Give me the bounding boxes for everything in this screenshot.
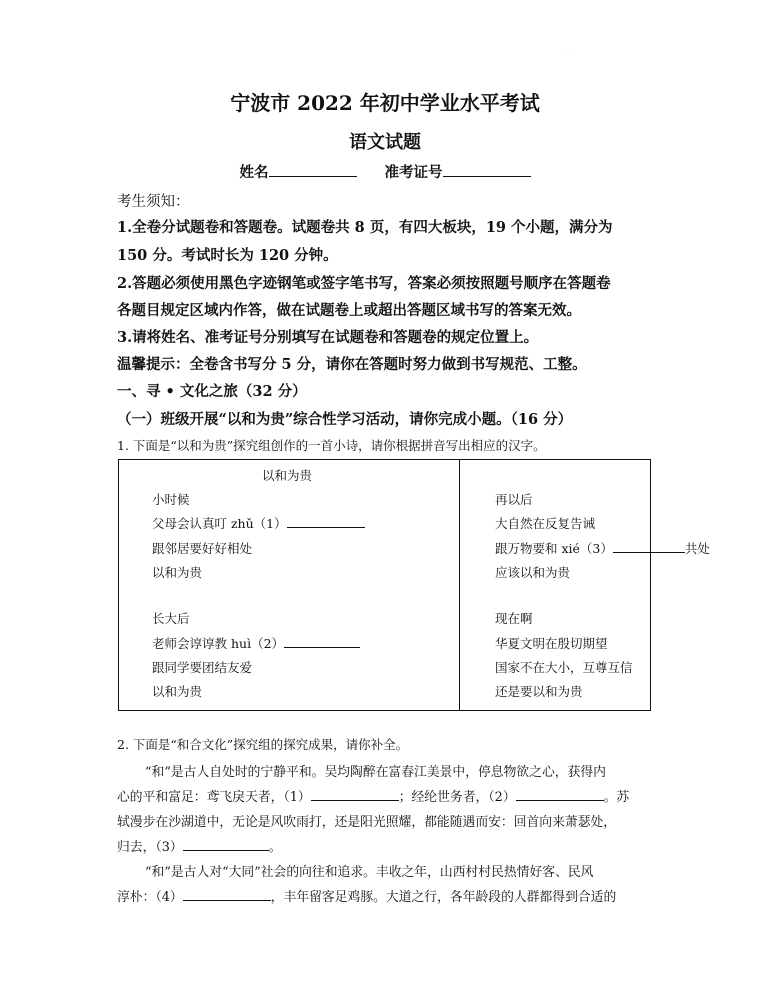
poem-left-line: 老师会谆谆教 huì（2） [152, 634, 360, 652]
poem-right-line: 国家不在大小，互尊互信 [495, 660, 633, 675]
q2-paragraph1-line: 心的平和富足：鸢飞戾天者，（1） ；经纶世务者，（2） 。苏 [117, 790, 630, 805]
exam-subtitle: 语文试题 [349, 132, 421, 153]
q2-paragraph2-line: “和”是古人对“大同”社会的向往和追求。丰收之年，山西村村民热情好客、民风 [145, 865, 594, 880]
question-1: 1. 下面是“以和为贵”探究组创作的一首小诗，请你根据拼音写出相应的汉字。 [117, 438, 546, 453]
answer-blank-q2-4[interactable] [183, 889, 271, 901]
answer-blank-q2-1[interactable] [311, 789, 399, 801]
poem-right-line: 跟万物要和 xié（3） 共处 [495, 541, 710, 556]
exam-title: 宁波市 2022 年初中学业水平考试 [230, 91, 540, 115]
poem-right-line: 再以后 [495, 492, 533, 507]
name-id-row [0, 161, 770, 182]
poem-right-line: 应该以和为贵 [495, 565, 571, 580]
poem-right-line: 华夏文明在殷切期望 [495, 636, 608, 651]
poem-left-line: 跟邻居要好好相处 [152, 541, 253, 556]
notice-line1a: 1.全卷分试题卷和答题卷。试题卷共 8 页，有四大板块，19 个小题，满分为 [117, 219, 613, 236]
poem-left-line: 以和为贵 [152, 684, 203, 699]
answer-blank-q2-3[interactable] [183, 839, 269, 851]
notice-line3: 3.请将姓名、准考证号分别填写在试题卷和答题卷的规定位置上。 [117, 329, 539, 346]
answer-blank-1[interactable] [287, 516, 365, 528]
poem-right-line: 现在啊 [495, 611, 533, 626]
question-2: 2. 下面是“和合文化”探究组的探究成果，请你补全。 [117, 737, 409, 752]
q2-paragraph2-line: 淳朴：（4） ，丰年留客足鸡豚。大道之行，各年龄段的人群都得到合适的 [117, 890, 617, 905]
poem-left-line: 长大后 [152, 611, 190, 626]
poem-left-line: 父母会认真叮 zhǔ（1） [152, 514, 365, 532]
notice-line2a: 2.答题必须使用黑色字迹钢笔或签字笔书写，答案必须按照题号顺序在答题卷 [117, 275, 611, 292]
poem-left-line: 跟同学要团结友爱 [152, 660, 253, 675]
poem-divider [459, 459, 460, 711]
poem-left-line: 以和为贵 [152, 565, 203, 580]
notice-line1b: 150 分。考试时长为 120 分钟。 [117, 247, 338, 264]
id-label: 准考证号 [384, 164, 443, 181]
scan-dot: . [567, 49, 569, 56]
q2-paragraph1-line: 归去，（3） 。 [117, 840, 282, 855]
section1-sub1: （一）班级开展“以和为贵”综合性学习活动，请你完成小题。（16 分） [117, 411, 573, 428]
poem-left-line: 小时候 [152, 492, 190, 507]
answer-blank-2[interactable] [284, 636, 360, 648]
name-blank[interactable] [269, 164, 357, 177]
notice-heading: 考生须知： [117, 194, 190, 210]
q2-paragraph1-line: “和”是古人自处时的宁静平和。吴均陶醉在富春江美景中，停息物欲之心，获得内 [145, 765, 606, 780]
section1-heading: 一、寻 • 文化之旅（32 分） [117, 383, 307, 400]
answer-blank-3[interactable] [613, 541, 685, 553]
notice-line2b: 各题目规定区域内作答，做在试题卷上或超出答题区域书写的答案无效。 [117, 302, 581, 319]
answer-blank-q2-2[interactable] [516, 789, 604, 801]
poem-right-line: 大自然在反复告诫 [495, 516, 596, 531]
name-label: 姓名 [239, 164, 269, 181]
id-blank[interactable] [443, 164, 531, 177]
poem-right-line: 还是要以和为贵 [495, 684, 583, 699]
notice-tip: 温馨提示：全卷含书写分 5 分，请你在答题时努力做到书写规范、工整。 [117, 356, 587, 373]
q2-paragraph1-line: 轼漫步在沙湖道中，无论是风吹雨打，还是阳光照耀，都能随遇而安：回首向来萧瑟处， [117, 815, 617, 830]
poem-title: 以和为贵 [262, 468, 313, 483]
